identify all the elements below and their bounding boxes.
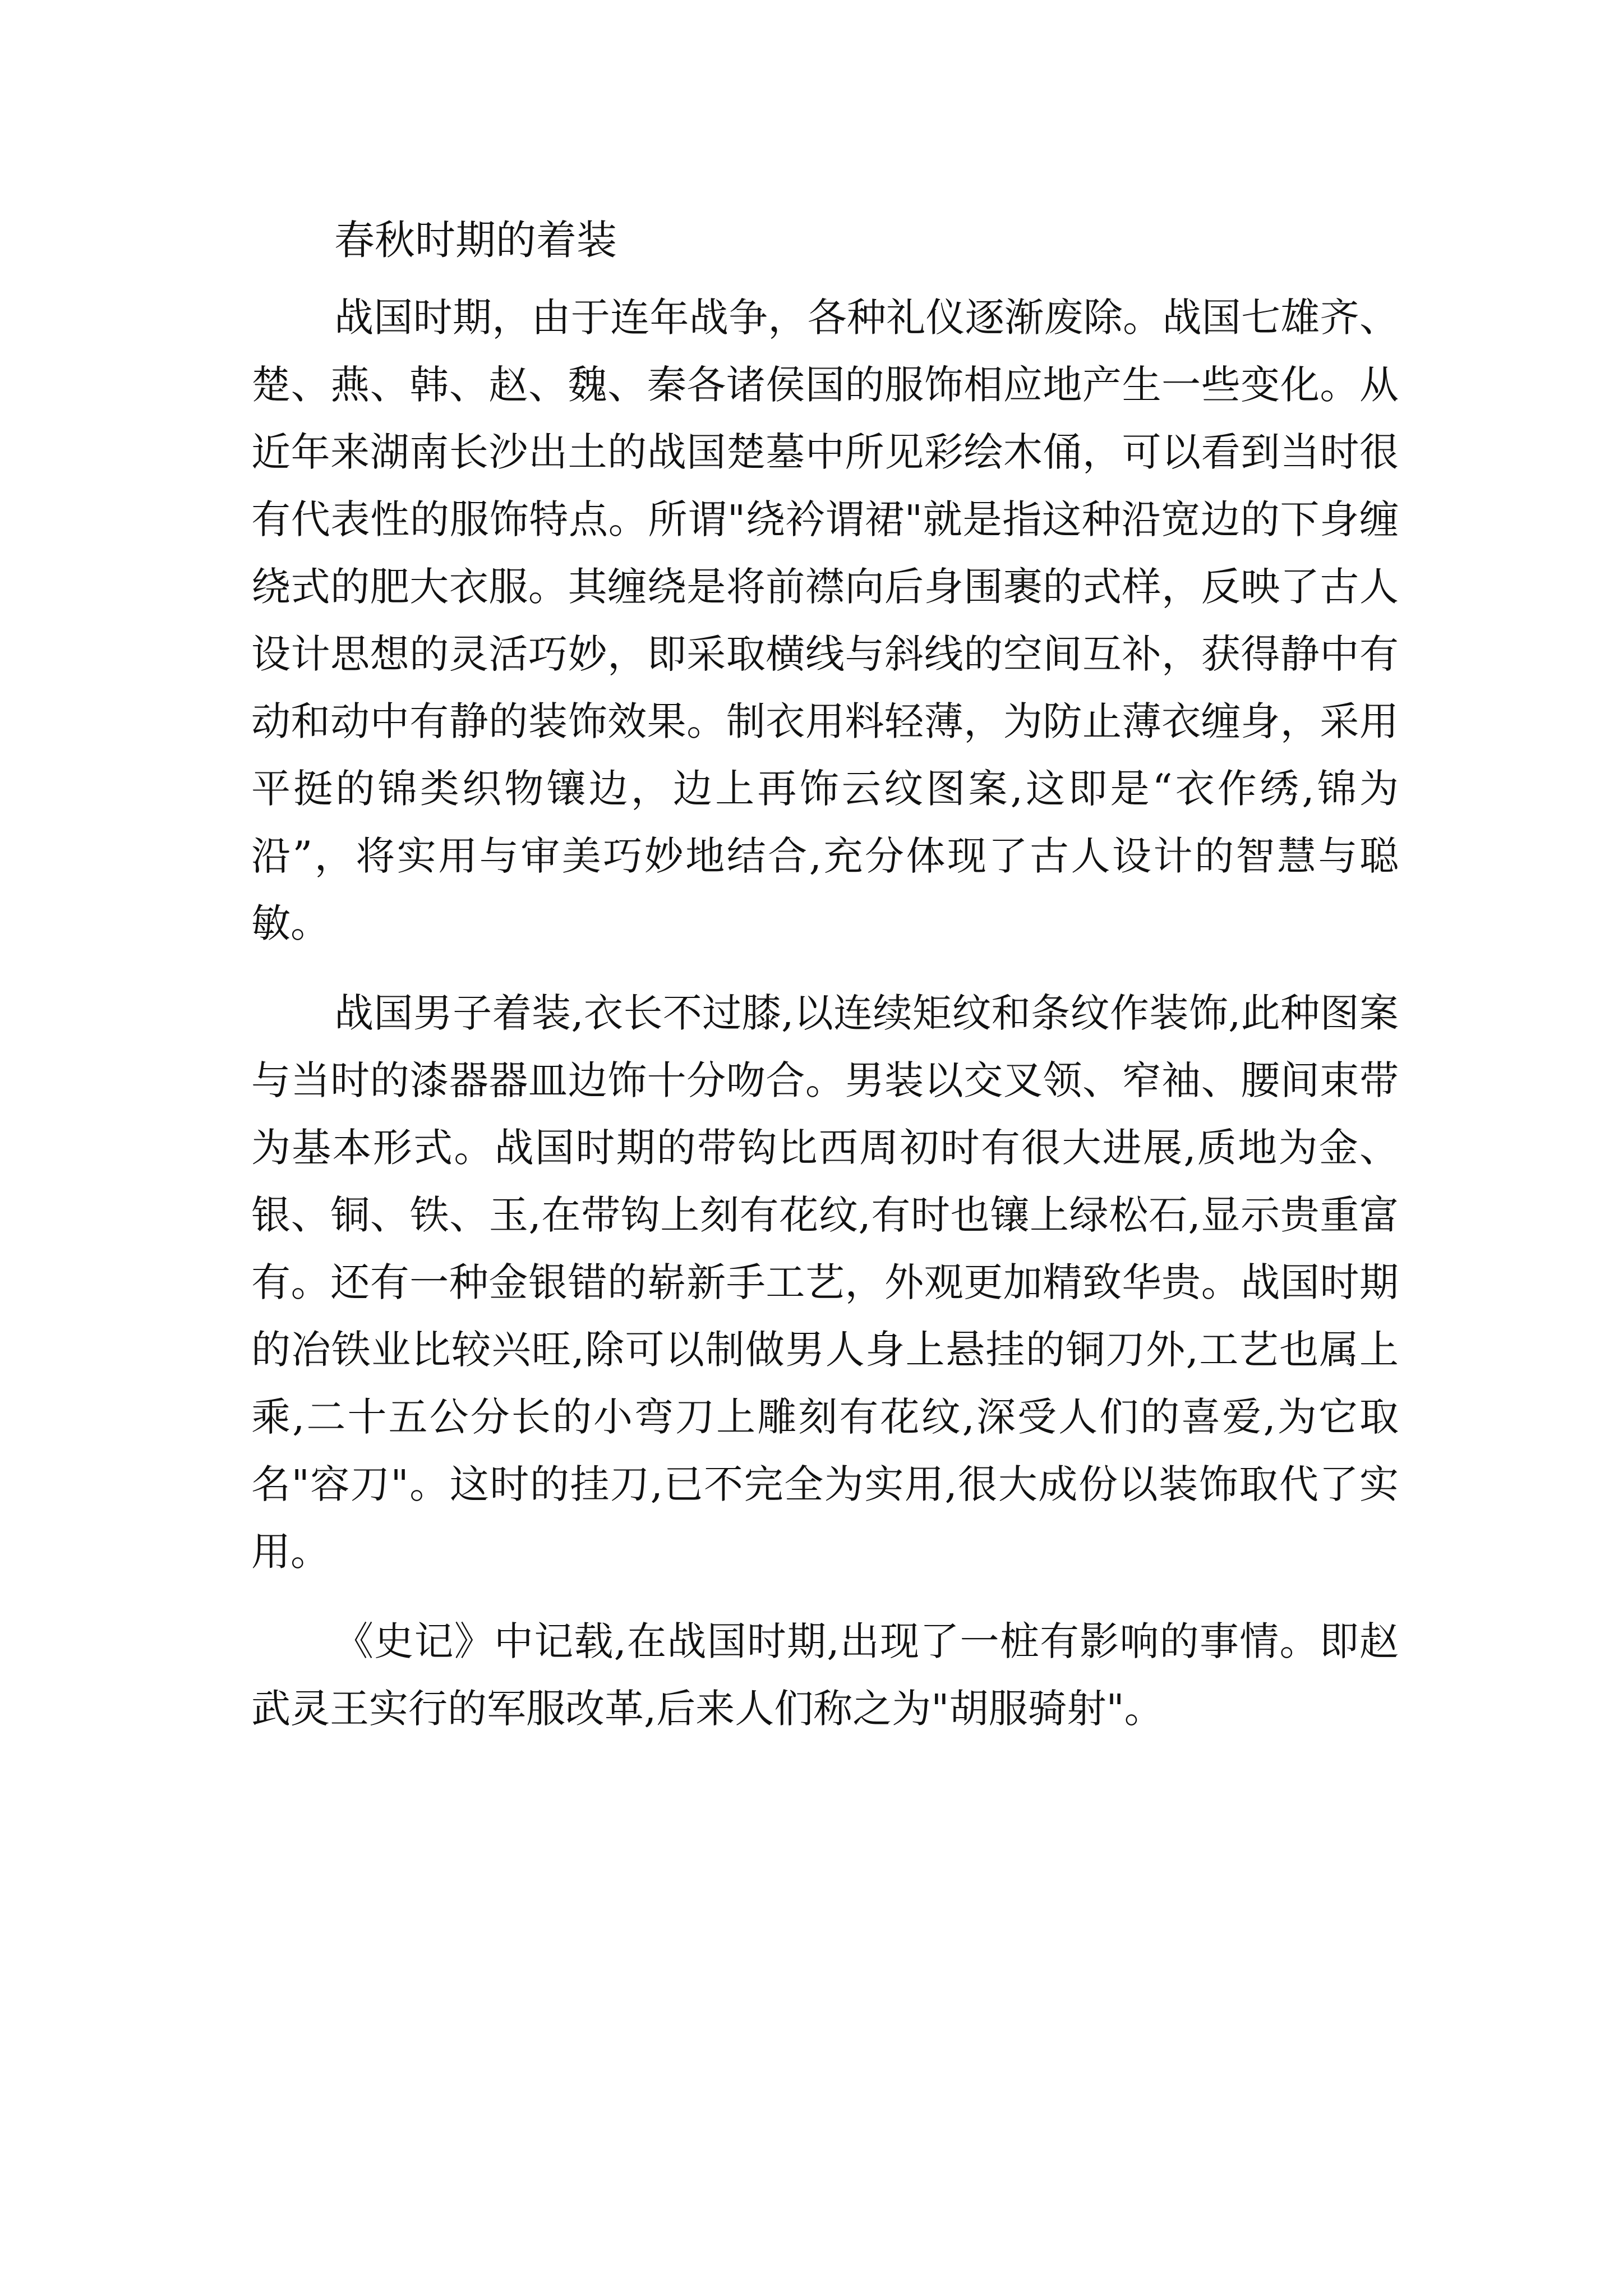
paragraph-2: 战国男子着装,衣长不过膝,以连续矩纹和条纹作装饰,此种图案与当时的漆器器皿边饰十分吻合。男装以交叉领、窄袖、腰间束带为基本形式。战国时期的带钩比西周初时有很大进展,质地为金、银、铜、铁、玉,在带钩上刻有花纹,有时也镶上绿松石,显示贵重富有。还有一种金银错的崭新手工艺，外观更加精致华贵。战国时期的冶铁业比较兴旺,除可以制做男人身上悬挂的铜刀外,工艺也属上乘,二十五公分长的小弯刀上雕刻有花纹,深受人们的喜爱,为它取名"容刀"。这时的挂刀,已不完全为实用,很大成份以装饰取代了实用。 bbox=[251, 990, 1399, 1575]
document-body bbox=[251, 206, 1399, 1765]
paragraph-3: 《史记》中记载,在战国时期,出现了一桩有影响的事情。即赵武灵王实行的军服改革,后来人们称之为"胡服骑射"。 bbox=[251, 1618, 1399, 1732]
document-title: 春秋时期的着装 bbox=[334, 217, 617, 264]
paragraph-1: 战国时期，由于连年战争，各种礼仪逐渐废除。战国七雄齐、楚、燕、韩、赵、魏、秦各诸侯国的服饰相应地产生一些变化。从近年来湖南长沙出土的战国楚墓中所见彩绘木俑，可以看到当时很有代表性的服饰特点。所谓"绕衿谓裙"就是指这种沿宽边的下身缠绕式的肥大衣服。其缠绕是将前襟向后身围裹的式样，反映了古人设计思想的灵活巧妙，即采取横线与斜线的空间互补，获得静中有动和动中有静的装饰效果。制衣用料轻薄，为防止薄衣缠身，采用平挺的锦类织物镶边，边上再饰云纹图案,这即是“衣作绣,锦为沿”，将实用与审美巧妙地结合,充分体现了古人设计的智慧与聪敏。 bbox=[251, 295, 1399, 946]
